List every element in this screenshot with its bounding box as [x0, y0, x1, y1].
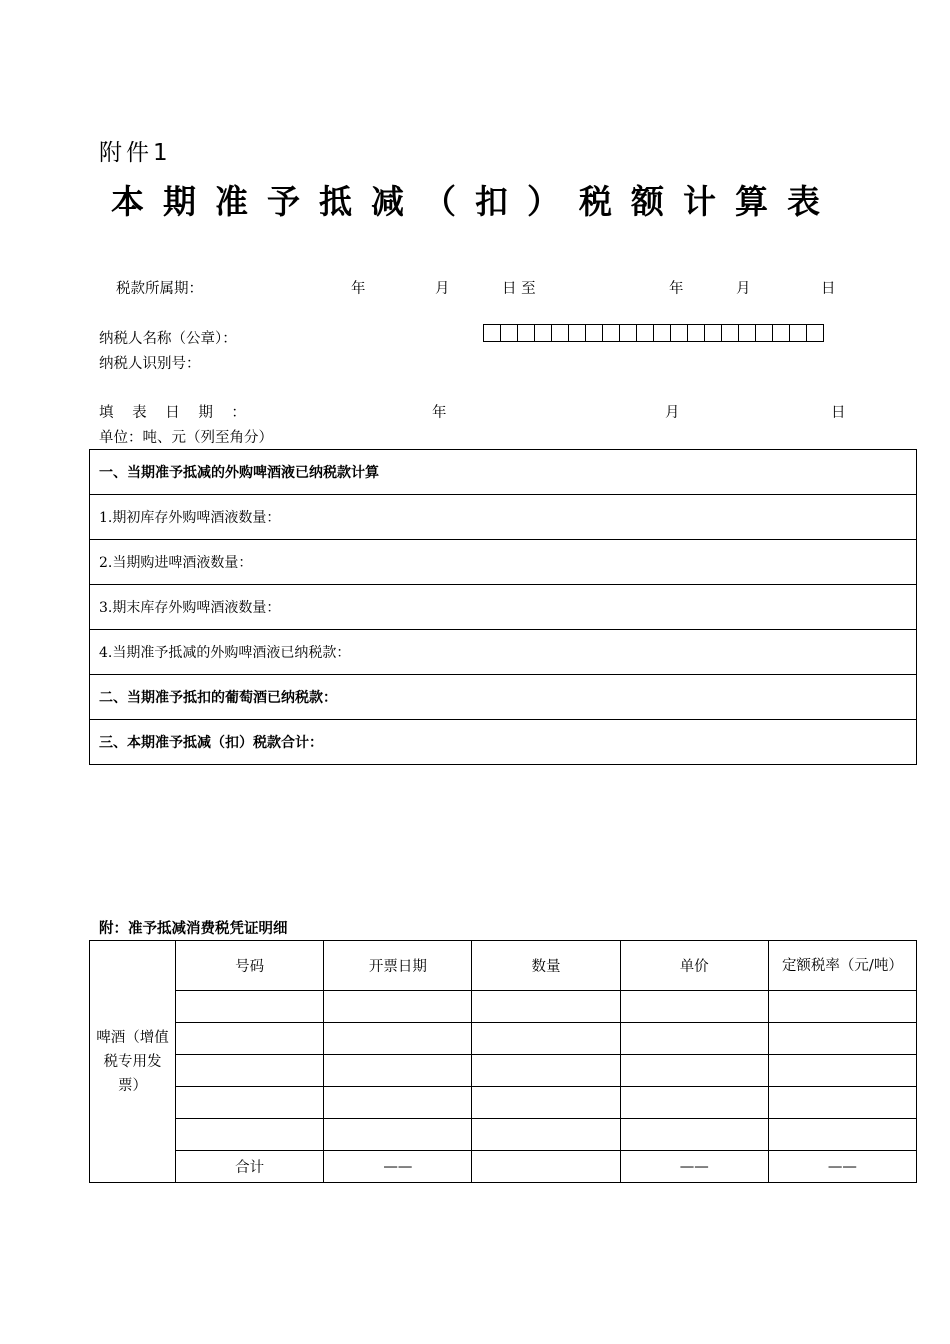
fill-date-month: 月	[665, 405, 680, 421]
taxpayer-id-digit-box[interactable]	[806, 324, 824, 342]
section-one-heading: 一、当期准予抵减的外购啤酒液已纳税款计算	[90, 450, 917, 495]
period-start-year: 年	[351, 281, 366, 297]
taxpayer-id-digit-box[interactable]	[500, 324, 518, 342]
period-end-month: 月	[736, 281, 751, 297]
taxpayer-id-digit-box[interactable]	[585, 324, 603, 342]
table-row	[90, 630, 917, 675]
table-row	[90, 450, 917, 495]
taxpayer-id-boxes[interactable]	[483, 324, 824, 342]
opening-stock-field[interactable]: 1.期初库存外购啤酒液数量：	[90, 495, 917, 540]
voucher-detail-table	[89, 940, 917, 1183]
unit-note: 单位：吨、元（列至角分）	[99, 430, 273, 446]
taxpayer-id-digit-box[interactable]	[738, 324, 756, 342]
fill-date-year: 年	[432, 405, 447, 421]
taxpayer-id-digit-box[interactable]	[704, 324, 722, 342]
table-row	[90, 540, 917, 585]
taxpayer-id-digit-box[interactable]	[772, 324, 790, 342]
period-start-day-to: 日 至	[502, 281, 536, 297]
total-date-dash: ——	[324, 1151, 472, 1183]
period-end-year: 年	[669, 281, 684, 297]
total-price-dash: ——	[620, 1151, 768, 1183]
total-rate-dash: ——	[768, 1151, 916, 1183]
taxpayer-id-digit-box[interactable]	[483, 324, 501, 342]
fill-date-day: 日	[831, 405, 846, 421]
period-label: 税款所属期：	[116, 281, 203, 297]
period-start-month: 月	[435, 281, 450, 297]
total-row	[90, 1151, 917, 1183]
table-row	[90, 991, 917, 1023]
taxpayer-id-digit-box[interactable]	[755, 324, 773, 342]
closing-stock-field[interactable]: 3.期末库存外购啤酒液数量：	[90, 585, 917, 630]
taxpayer-id-digit-box[interactable]	[534, 324, 552, 342]
taxpayer-id-digit-box[interactable]	[619, 324, 637, 342]
header-quantity: 数量	[472, 941, 620, 991]
total-quantity[interactable]	[472, 1151, 620, 1183]
total-deduction-field[interactable]: 三、本期准予抵减（扣）税款合计：	[90, 720, 917, 765]
fill-date-label: 填 表 日 期 ：	[99, 405, 246, 421]
table-row	[90, 495, 917, 540]
purchased-quantity-field[interactable]: 2.当期购进啤酒液数量：	[90, 540, 917, 585]
header-invoice-date: 开票日期	[324, 941, 472, 991]
deductible-beer-tax-field[interactable]: 4.当期准予抵减的外购啤酒液已纳税款：	[90, 630, 917, 675]
taxpayer-id-label: 纳税人识别号：	[99, 356, 201, 372]
taxpayer-id-digit-box[interactable]	[687, 324, 705, 342]
taxpayer-id-digit-box[interactable]	[653, 324, 671, 342]
period-end-day: 日	[821, 281, 836, 297]
taxpayer-id-digit-box[interactable]	[517, 324, 535, 342]
taxpayer-id-digit-box[interactable]	[670, 324, 688, 342]
table-row	[90, 675, 917, 720]
taxpayer-id-digit-box[interactable]	[721, 324, 739, 342]
header-unit-price: 单价	[620, 941, 768, 991]
table-row	[90, 585, 917, 630]
header-fixed-tax-rate: 定额税率（元/吨）	[768, 941, 916, 991]
taxpayer-id-digit-box[interactable]	[636, 324, 654, 342]
table-row	[90, 1023, 917, 1055]
taxpayer-id-digit-box[interactable]	[602, 324, 620, 342]
taxpayer-name-label: 纳税人名称（公章）：	[99, 331, 237, 347]
beer-category-cell: 啤酒（增值税专用发票）	[90, 941, 176, 1183]
taxpayer-id-digit-box[interactable]	[568, 324, 586, 342]
table-row	[90, 1087, 917, 1119]
taxpayer-id-digit-box[interactable]	[789, 324, 807, 342]
header-number: 号码	[176, 941, 324, 991]
total-label: 合计	[176, 1151, 324, 1183]
table-row	[90, 1055, 917, 1087]
table-row	[90, 1119, 917, 1151]
wine-deduction-field[interactable]: 二、当期准予抵扣的葡萄酒已纳税款：	[90, 675, 917, 720]
table-row	[90, 720, 917, 765]
table-header-row	[90, 941, 917, 991]
taxpayer-id-digit-box[interactable]	[551, 324, 569, 342]
annex-label: 附件1	[99, 140, 172, 166]
page-title: 本期准予抵减（扣）税额计算表	[111, 182, 839, 221]
calculation-table	[89, 449, 917, 765]
detail-title: 附：准予抵减消费税凭证明细	[99, 921, 288, 937]
